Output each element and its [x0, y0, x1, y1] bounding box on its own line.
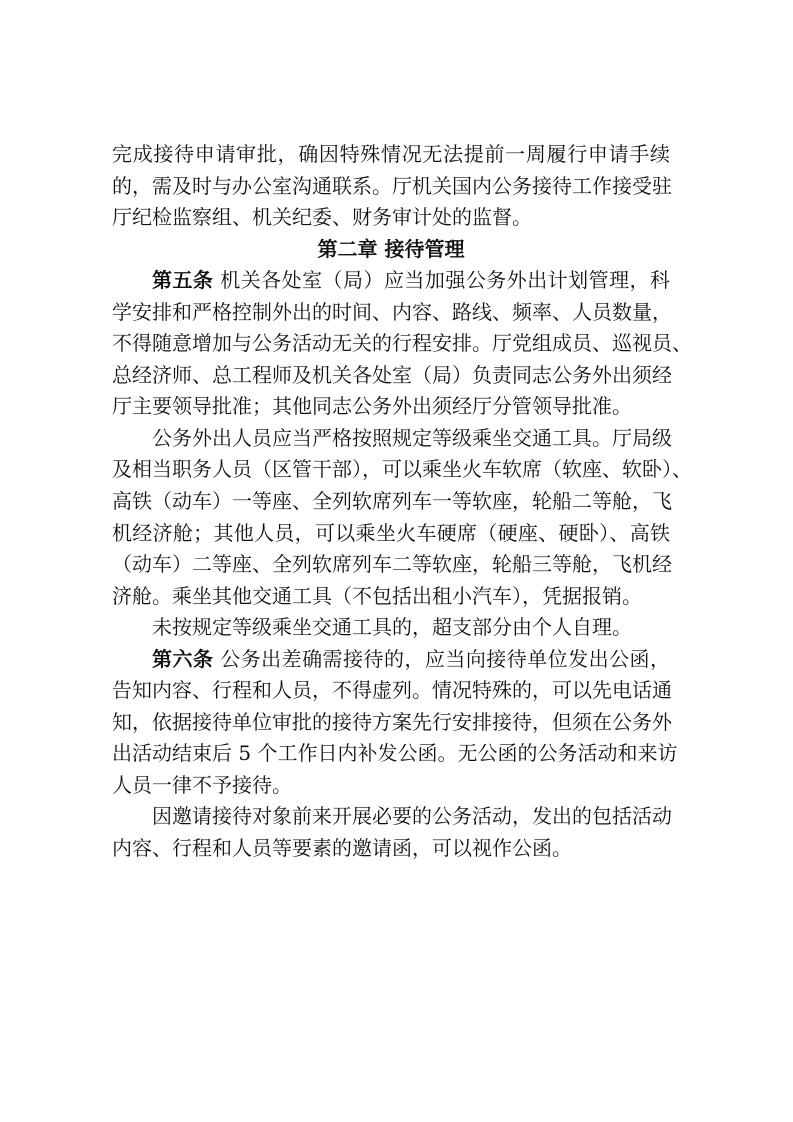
text-segment: 公务出差确需接待的，应当向接待单位发出公函，: [213, 646, 671, 671]
text-line: 人员一律不予接待。: [112, 772, 292, 797]
text-line: 因邀请接待对象前来开展必要的公务活动，发出的包括活动: [152, 804, 672, 829]
text-line: 机经济舱；其他人员，可以乘坐火车硬席（硬座、硬卧）、高铁: [112, 520, 670, 545]
text-line: 的，需及时与办公室沟通联系。厅机关国内公务接待工作接受驻: [112, 173, 672, 198]
text-line: 公务外出人员应当严格按照规定等级乘坐交通工具。厅局级: [152, 425, 672, 450]
article-5-label: 第五条: [152, 268, 214, 293]
paragraph-article-6: [112, 644, 678, 802]
text-line: 及相当职务人员（区管干部），可以乘坐火车软席（软座、软卧）、: [112, 457, 692, 482]
chapter-heading: 第二章 接待管理: [317, 236, 465, 261]
text-line: 出活动结束后 5 个工作日内补发公函。无公函的公务活动和来访: [112, 741, 678, 766]
paragraph-article-5: [112, 265, 692, 423]
text-segment: 机关各处室（局）应当加强公务外出计划管理，科: [213, 268, 671, 293]
text-line: 总经济师、总工程师及机关各处室（局）负责同志公务外出须经: [112, 362, 672, 387]
paragraph-invitation: [112, 801, 670, 864]
text-line: 厅纪检监察组、机关纪委、财务审计处的监督。: [112, 205, 532, 230]
text-line: （动车）二等座、全列软席列车二等软座，轮船三等舱，飞机经: [112, 552, 672, 577]
paragraph-excess-cost: [112, 612, 670, 644]
text-line: 内容、行程和人员等要素的邀请函，可以视作公函。: [112, 836, 572, 861]
paragraph-transport-rules: [112, 423, 692, 612]
text-line: [112, 644, 670, 676]
text-line: 完成接待申请审批，确因特殊情况无法提前一周履行申请手续: [112, 142, 670, 166]
text-line: 知，依据接待单位审批的接待方案先行安排接待，但须在公务外: [112, 709, 672, 734]
text-line: 济舱。乘坐其他交通工具（不包括出租小汽车），凭据报销。: [112, 583, 642, 608]
text-line: 学安排和严格控制外出的时间、内容、路线、频率、人员数量，: [112, 299, 672, 324]
document-body: [112, 139, 692, 865]
text-line: 高铁（动车）一等座、全列软席列车一等软座，轮船二等舱，飞: [112, 489, 672, 514]
text-line: 未按规定等级乘坐交通工具的，超支部分由个人自理。: [152, 615, 632, 640]
article-6-label: 第六条: [152, 646, 214, 671]
paragraph-continuation: [112, 139, 670, 234]
text-line: 告知内容、行程和人员，不得虚列。情况特殊的，可以先电话通: [112, 678, 672, 703]
text-line: [112, 265, 670, 297]
text-line: 不得随意增加与公务活动无关的行程安排。厅党组成员、巡视员、: [112, 331, 692, 356]
text-line: 厅主要领导批准；其他同志公务外出须经厅分管领导批准。: [112, 394, 632, 419]
